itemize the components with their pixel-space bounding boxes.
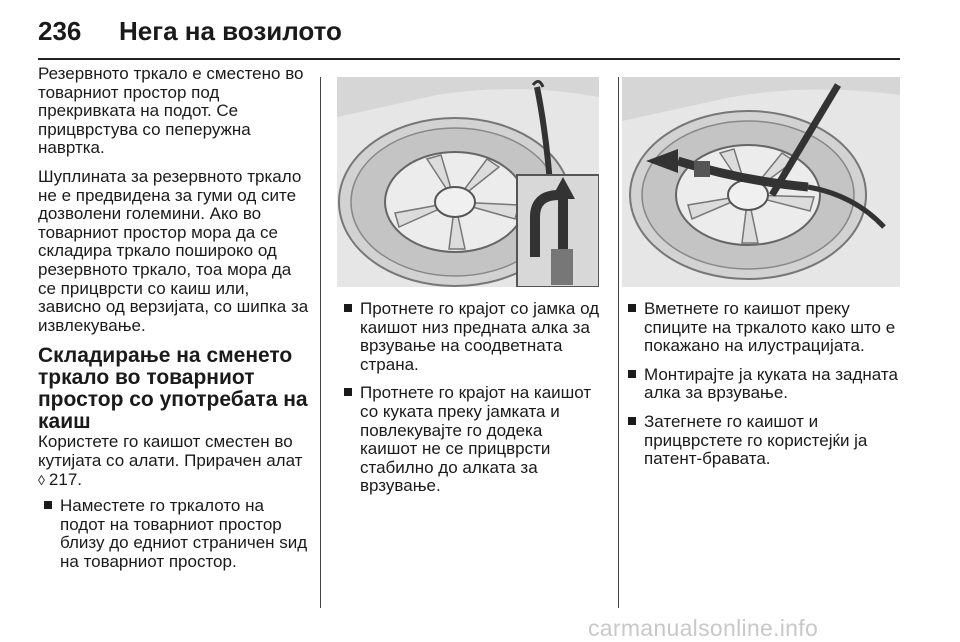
- list-item-text: Монтирајте ја куката на задната алка за врзување.: [644, 364, 898, 403]
- list-item: [622, 366, 900, 403]
- bullet-list: [38, 497, 310, 571]
- bullet-square-icon: [344, 304, 352, 312]
- bullet-list: [622, 300, 900, 469]
- list-item-text: Вметнете го каишот преку спиците на тркалото како што е покажано на илустрацијата.: [644, 299, 896, 356]
- page-header: [38, 14, 900, 54]
- column-divider-2: [618, 77, 619, 608]
- bullet-square-icon: [628, 417, 636, 425]
- list-item: [338, 384, 600, 496]
- wheel-strap-fastened-drawing: [622, 77, 900, 287]
- wheel-strap-hook-drawing: [337, 77, 599, 287]
- list-item: [622, 413, 900, 469]
- list-item-text: Затегнете го каишот и прицврстете го користејќи ја патент-бравата.: [644, 411, 868, 469]
- cross-reference-arrow-icon: ◊: [38, 471, 45, 488]
- bullet-square-icon: [628, 304, 636, 312]
- column-divider-1: [320, 77, 321, 608]
- paragraph-spare-wheel-location: Резервното тркало е сместено во товарниот простор под прекривката на подот. Се прицврстува со пеперужна навртка.: [38, 64, 304, 158]
- bullet-list: [338, 300, 600, 496]
- bullet-square-icon: [44, 501, 52, 509]
- list-item: [38, 497, 310, 571]
- header-rule: [38, 58, 900, 60]
- page-number: 236: [38, 16, 82, 46]
- column-2: [338, 300, 600, 506]
- list-item: [338, 300, 600, 374]
- paragraph-strap-location: [38, 433, 310, 489]
- page-title: Нега на возилото: [119, 16, 342, 46]
- list-item-text: Наместете го тркалото на подот на товарниот простор близу до едниот страничен ѕид на товарниот простор.: [60, 496, 308, 571]
- list-item: [622, 300, 900, 356]
- column-1: [38, 65, 310, 581]
- paragraph-spare-wheel-well: Шуплината за резервното тркало не е предвидена за гуми од сите дозволени големини. Ако во товарниот простор мора да се складира тркало пошироко од резервното тркало, тоа мора да се прицврсти со каиш или, зависно од верзијата, со шипка за извлекување.: [38, 166, 309, 335]
- illustration-wheel-strap-hook: [337, 77, 599, 287]
- column-3: [622, 300, 900, 479]
- cross-reference-link[interactable]: 217.: [48, 469, 83, 489]
- list-item-text: Протнете го крајот со јамка од каишот низ предната алка за врзување на соодветната страна.: [360, 299, 600, 374]
- watermark: carmanualsonline.info: [588, 615, 819, 641]
- list-item-text: Протнете го крајот на каишот со куката преку јамката и повлекувајте го додека каишот не се прицврсти стабилно до алката за врзување.: [360, 383, 592, 496]
- section-heading: Складирање на сменето тркало во товарниот простор со употребата на каиш: [38, 344, 308, 434]
- bullet-square-icon: [628, 370, 636, 378]
- illustration-wheel-strap-fastened: [622, 77, 900, 287]
- bullet-square-icon: [344, 388, 352, 396]
- strap-location-text: Користете го каишот сместен во кутијата со алати. Прирачен алат: [38, 432, 303, 470]
